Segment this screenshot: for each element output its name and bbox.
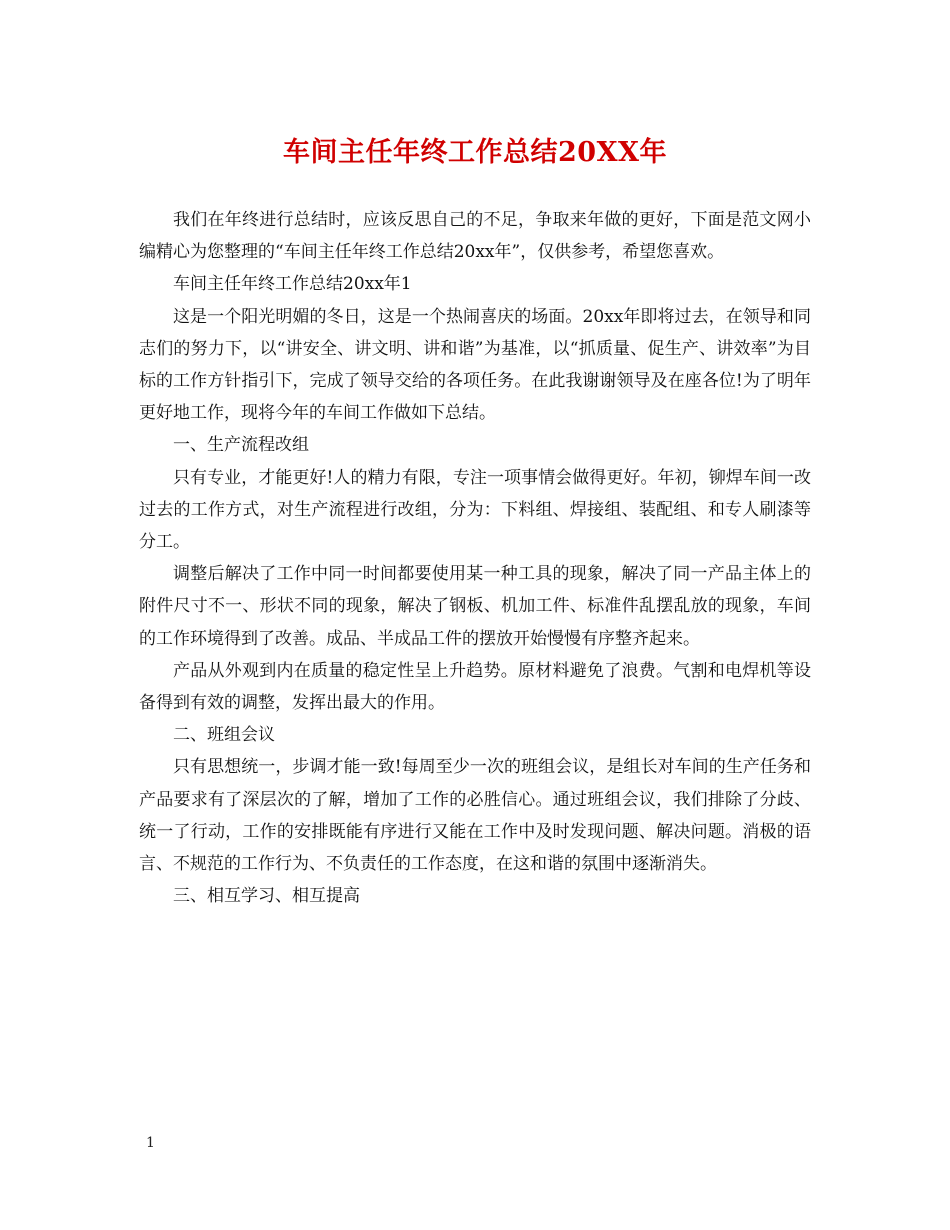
section-heading-3: 三、相互学习、相互提高 <box>173 886 360 907</box>
paragraph-subtitle: 车间主任年终工作总结20xx年1 <box>173 274 412 295</box>
paragraph-section-2a: 只有思想统一，步调才能一致!每周至少一次的班组会议，是组长对车间的生产任务和产品要求有了深层次的了解，增加了工作的必胜信心。通过班组会议，我们排除了分歧、统一了行动，工作的安排既能有序进行又能在工作中及时发现问题、解决问题。消极的语言、不规范的工作行为、不负责任的工作态度，在这和谐的氛围中逐渐消失。 <box>139 757 811 875</box>
paragraph-opening: 这是一个阳光明媚的冬日，这是一个热闹喜庆的场面。20xx年即将过去，在领导和同志们的努力下，以“讲安全、讲文明、讲和谐”为基准，以“抓质量、促生产、讲效率”为目标的工作方针指引下，完成了领导交给的各项任务。在此我谢谢领导及在座各位!为了明年更好地工作，现将今年的车间工作做如下总结。 <box>139 306 811 424</box>
paragraph-section-1b: 调整后解决了工作中同一时间都要使用某一种工具的现象，解决了同一产品主体上的附件尺寸不一、形状不同的现象，解决了钢板、机加工件、标准件乱摆乱放的现象，车间的工作环境得到了改善。成品、半成品工件的摆放开始慢慢有序整齐起来。 <box>139 564 811 649</box>
section-heading-1: 一、生产流程改组 <box>173 435 309 456</box>
page-number: 1 <box>146 1135 155 1151</box>
document-title: 车间主任年终工作总结20XX年 <box>283 137 667 168</box>
paragraph-section-1a: 只有专业，才能更好!人的精力有限，专注一项事情会做得更好。年初，铆焊车间一改过去的工作方式，对生产流程进行改组，分为：下料组、焊接组、装配组、和专人刷漆等分工。 <box>139 467 811 553</box>
section-heading-2: 二、班组会议 <box>173 725 275 746</box>
paragraph-intro: 我们在年终进行总结时，应该反思自己的不足，争取来年做的更好，下面是范文网小编精心为您整理的“车间主任年终工作总结20xx年”，仅供参考，希望您喜欢。 <box>139 210 811 263</box>
paragraph-section-1c: 产品从外观到内在质量的稳定性呈上升趋势。原材料避免了浪费。气割和电焊机等设备得到有效的调整，发挥出最大的作用。 <box>139 660 811 714</box>
document-body <box>139 204 811 912</box>
